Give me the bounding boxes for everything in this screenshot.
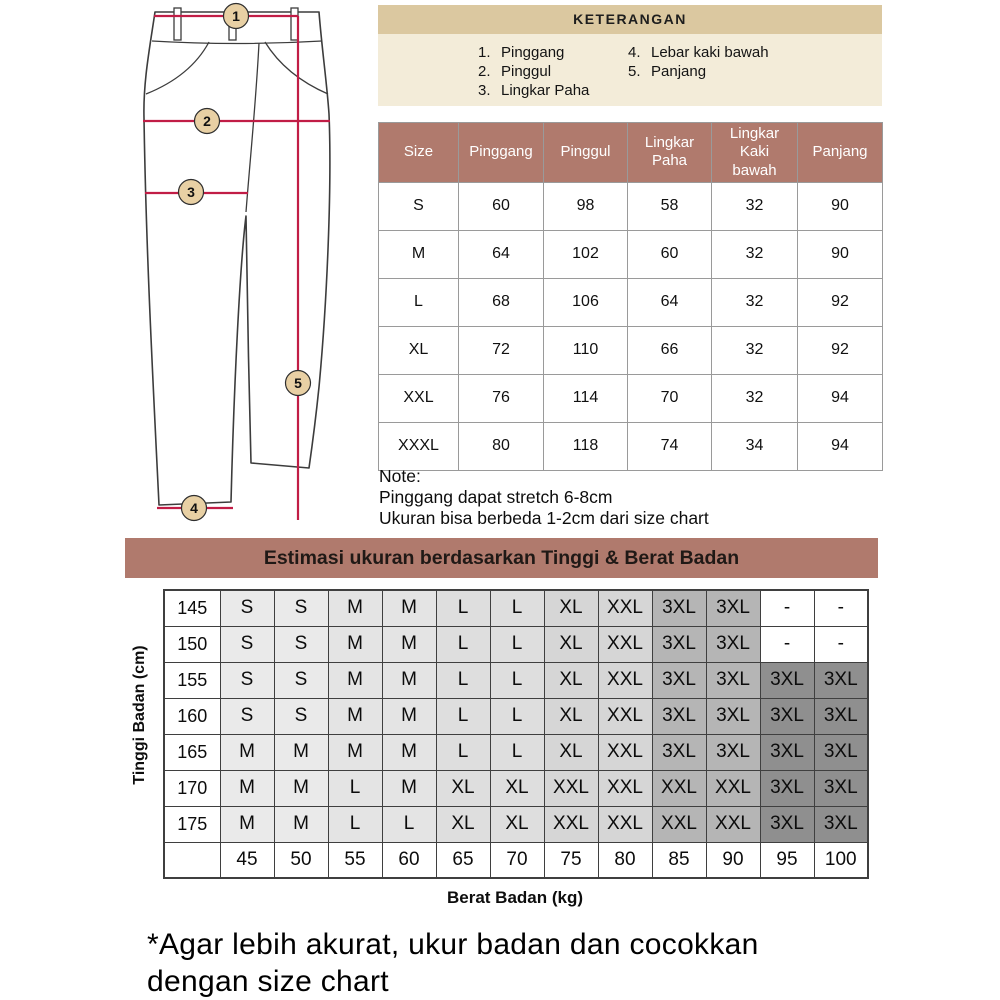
matrix-size-cell: XXL (598, 734, 652, 770)
marker-3 (179, 180, 204, 205)
size-table-cell: 98 (544, 182, 628, 230)
matrix-size-cell: - (760, 626, 814, 662)
matrix-size-cell: - (814, 590, 868, 626)
matrix-size-cell: 3XL (760, 734, 814, 770)
matrix-size-cell: M (328, 698, 382, 734)
matrix-row (164, 770, 868, 806)
matrix-size-cell: 3XL (760, 662, 814, 698)
matrix-size-cell: M (328, 734, 382, 770)
size-table-header-cell: Size (379, 123, 459, 183)
matrix-size-cell: 3XL (706, 662, 760, 698)
matrix-size-cell: 3XL (814, 806, 868, 842)
legend-item-label: Lingkar Paha (501, 82, 590, 99)
estimation-band-title: Estimasi ukuran berdasarkan Tinggi & Berat Badan (125, 538, 878, 578)
matrix-size-cell: XXL (598, 626, 652, 662)
size-table-cell: 90 (798, 182, 883, 230)
matrix-size-cell: M (274, 734, 328, 770)
matrix-size-cell: L (436, 698, 490, 734)
matrix-weight-cell: 55 (328, 842, 382, 878)
matrix-size-cell: L (328, 806, 382, 842)
matrix-size-cell: M (220, 806, 274, 842)
legend-item-number: 4. (628, 44, 641, 61)
size-table-cell: XL (379, 326, 459, 374)
size-table-cell: 90 (798, 230, 883, 278)
size-table-row (379, 182, 883, 230)
matrix-size-cell: M (328, 626, 382, 662)
marker-1 (224, 4, 249, 29)
size-table-cell: 32 (712, 230, 798, 278)
size-table-row (379, 374, 883, 422)
matrix-size-cell: XXL (598, 806, 652, 842)
matrix-size-cell: S (274, 626, 328, 662)
size-table-body (379, 182, 883, 470)
size-table-cell: 72 (459, 326, 544, 374)
size-table-cell: M (379, 230, 459, 278)
matrix-size-cell: S (220, 698, 274, 734)
size-table-cell: 64 (459, 230, 544, 278)
marker-4 (182, 496, 207, 521)
matrix-size-cell: 3XL (760, 806, 814, 842)
matrix-size-cell: - (814, 626, 868, 662)
size-table-cell: 118 (544, 422, 628, 470)
matrix-row (164, 734, 868, 770)
matrix-size-cell: L (328, 770, 382, 806)
matrix-size-cell: M (220, 734, 274, 770)
size-table-header-cell: Panjang (798, 123, 883, 183)
matrix-row (164, 662, 868, 698)
matrix-weight-cell: 90 (706, 842, 760, 878)
matrix-size-cell: M (274, 806, 328, 842)
matrix-size-cell: L (436, 590, 490, 626)
size-table-cell: 110 (544, 326, 628, 374)
size-table-cell: 58 (628, 182, 712, 230)
matrix-size-cell: 3XL (814, 662, 868, 698)
matrix-row (164, 698, 868, 734)
matrix-weight-cell: 60 (382, 842, 436, 878)
footnote (147, 926, 907, 1000)
matrix-weight-row (164, 842, 868, 878)
legend-item-number: 2. (478, 63, 491, 80)
size-table-cell: 32 (712, 278, 798, 326)
size-table-cell: S (379, 182, 459, 230)
legend-item-label: Pinggul (501, 63, 552, 80)
size-table-row (379, 278, 883, 326)
pants-diagram (113, 2, 373, 532)
size-table-cell: 92 (798, 278, 883, 326)
marker-5 (286, 371, 311, 396)
matrix-size-cell: XL (490, 770, 544, 806)
matrix-height-cell: 170 (164, 770, 220, 806)
matrix-height-cell: 165 (164, 734, 220, 770)
matrix-row (164, 806, 868, 842)
matrix-size-cell: 3XL (814, 698, 868, 734)
matrix-size-cell: 3XL (814, 770, 868, 806)
matrix-size-cell: M (382, 590, 436, 626)
legend-column-left (478, 43, 589, 100)
legend-box (378, 5, 882, 106)
matrix-size-cell: XL (544, 698, 598, 734)
legend-item (628, 62, 769, 81)
matrix-size-cell: 3XL (706, 734, 760, 770)
legend-item-number: 5. (628, 63, 641, 80)
matrix-size-cell: - (760, 590, 814, 626)
matrix-size-cell: 3XL (706, 590, 760, 626)
size-table-cell: 32 (712, 374, 798, 422)
size-table-cell: XXXL (379, 422, 459, 470)
matrix-size-cell: XXL (598, 770, 652, 806)
matrix-size-cell: M (382, 626, 436, 662)
matrix-size-cell: S (274, 590, 328, 626)
legend-item-label: Lebar kaki bawah (651, 44, 769, 61)
matrix-height-cell: 160 (164, 698, 220, 734)
footnote-line-1: *Agar lebih akurat, ukur badan dan cocokkan (147, 928, 759, 961)
note-line-2: Ukuran bisa berbeda 1-2cm dari size chart (379, 508, 709, 528)
marker-number: 3 (187, 184, 195, 200)
matrix-row (164, 590, 868, 626)
size-table-header-cell: Pinggul (544, 123, 628, 183)
legend-item (628, 43, 769, 62)
legend-body (378, 34, 882, 106)
size-table-cell: 34 (712, 422, 798, 470)
matrix-size-cell: L (490, 734, 544, 770)
matrix-size-cell: M (274, 770, 328, 806)
size-table-header-cell: Pinggang (459, 123, 544, 183)
matrix-size-cell: S (274, 662, 328, 698)
size-table-row (379, 326, 883, 374)
size-table-cell: XXL (379, 374, 459, 422)
matrix-size-cell: XXL (544, 770, 598, 806)
matrix-row (164, 626, 868, 662)
matrix-size-cell: M (382, 662, 436, 698)
matrix-size-cell: S (274, 698, 328, 734)
matrix-height-cell: 150 (164, 626, 220, 662)
matrix-size-cell: 3XL (652, 626, 706, 662)
matrix-size-cell: 3XL (652, 734, 706, 770)
size-table-cell: 74 (628, 422, 712, 470)
matrix-weight-cell: 85 (652, 842, 706, 878)
matrix-size-cell: M (328, 662, 382, 698)
size-table-header-row (379, 123, 883, 183)
matrix-size-cell: L (490, 590, 544, 626)
matrix-size-cell: XL (544, 590, 598, 626)
size-table-cell: 76 (459, 374, 544, 422)
marker-number: 5 (294, 375, 302, 391)
size-table (378, 122, 883, 471)
matrix-size-cell: XXL (652, 770, 706, 806)
matrix-height-cell: 155 (164, 662, 220, 698)
matrix-size-cell: M (382, 734, 436, 770)
size-table-cell: 94 (798, 374, 883, 422)
matrix-size-cell: L (490, 626, 544, 662)
legend-item (478, 62, 589, 81)
estimation-matrix (163, 589, 869, 879)
matrix-size-cell: 3XL (760, 698, 814, 734)
marker-number: 2 (203, 113, 211, 129)
matrix-size-cell: L (436, 626, 490, 662)
matrix-size-cell: 3XL (706, 698, 760, 734)
matrix-height-cell: 175 (164, 806, 220, 842)
matrix-size-cell: 3XL (652, 698, 706, 734)
matrix-weight-cell: 80 (598, 842, 652, 878)
size-table-cell: 70 (628, 374, 712, 422)
matrix-size-cell: 3XL (652, 662, 706, 698)
matrix-size-cell: XXL (598, 698, 652, 734)
matrix-size-cell: XXL (706, 770, 760, 806)
size-table-cell: 60 (459, 182, 544, 230)
matrix-size-cell: XXL (706, 806, 760, 842)
matrix-size-cell: XXL (598, 590, 652, 626)
matrix-size-cell: XXL (598, 662, 652, 698)
matrix-corner-cell (164, 842, 220, 878)
matrix-size-cell: XL (436, 806, 490, 842)
matrix-size-cell: L (436, 662, 490, 698)
size-table-cell: 114 (544, 374, 628, 422)
legend-item-number: 1. (478, 44, 491, 61)
size-table-cell: 32 (712, 182, 798, 230)
matrix-size-cell: L (382, 806, 436, 842)
matrix-size-cell: 3XL (706, 626, 760, 662)
matrix-weight-cell: 65 (436, 842, 490, 878)
matrix-weight-cell: 50 (274, 842, 328, 878)
size-table-cell: 64 (628, 278, 712, 326)
matrix-size-cell: XL (436, 770, 490, 806)
matrix-size-cell: M (382, 698, 436, 734)
footnote-line-2: dengan size chart (147, 965, 389, 998)
matrix-size-cell: XL (544, 626, 598, 662)
matrix-size-cell: XL (544, 662, 598, 698)
matrix-weight-cell: 95 (760, 842, 814, 878)
note-line-1: Pinggang dapat stretch 6-8cm (379, 487, 613, 507)
note-title: Note: (379, 466, 421, 486)
matrix-size-cell: 3XL (760, 770, 814, 806)
legend-item (478, 43, 589, 62)
size-table-cell: 32 (712, 326, 798, 374)
size-table-cell: 60 (628, 230, 712, 278)
legend-column-right (628, 43, 769, 81)
marker-number: 4 (190, 500, 198, 516)
legend-item-label: Pinggang (501, 44, 565, 61)
x-axis-label: Berat Badan (kg) (446, 888, 584, 907)
size-table-cell: 94 (798, 422, 883, 470)
legend-item-number: 3. (478, 82, 491, 99)
matrix-size-cell: M (220, 770, 274, 806)
belt-loop (174, 8, 181, 40)
size-table-cell: 102 (544, 230, 628, 278)
matrix-size-cell: XL (490, 806, 544, 842)
size-table-header-cell: Lingkar Paha (628, 123, 712, 183)
size-table-cell: 66 (628, 326, 712, 374)
matrix-size-cell: S (220, 662, 274, 698)
size-table-cell: 80 (459, 422, 544, 470)
matrix-size-cell: XL (544, 734, 598, 770)
size-table-cell: 68 (459, 278, 544, 326)
size-table-header-cell: Lingkar Kaki bawah (712, 123, 798, 183)
legend-title: KETERANGAN (378, 5, 882, 34)
size-table-cell: L (379, 278, 459, 326)
pants-outline (144, 12, 330, 505)
matrix-size-cell: XXL (652, 806, 706, 842)
matrix-size-cell: XXL (544, 806, 598, 842)
matrix-weight-cell: 75 (544, 842, 598, 878)
estimation-matrix-body (164, 590, 868, 878)
matrix-size-cell: S (220, 626, 274, 662)
marker-number: 1 (232, 8, 240, 24)
size-table-cell: 106 (544, 278, 628, 326)
matrix-weight-cell: 100 (814, 842, 868, 878)
size-table-cell: 92 (798, 326, 883, 374)
matrix-size-cell: L (490, 662, 544, 698)
matrix-size-cell: L (490, 698, 544, 734)
matrix-size-cell: M (328, 590, 382, 626)
matrix-weight-cell: 45 (220, 842, 274, 878)
marker-2 (195, 109, 220, 134)
legend-item-label: Panjang (651, 63, 707, 80)
y-axis-label: Tinggi Badan (cm) (131, 645, 148, 785)
size-table-row (379, 230, 883, 278)
matrix-height-cell: 145 (164, 590, 220, 626)
size-table-row (379, 422, 883, 470)
matrix-size-cell: 3XL (652, 590, 706, 626)
note-block (379, 466, 709, 529)
matrix-size-cell: M (382, 770, 436, 806)
matrix-size-cell: 3XL (814, 734, 868, 770)
matrix-size-cell: L (436, 734, 490, 770)
matrix-weight-cell: 70 (490, 842, 544, 878)
legend-item (478, 81, 589, 100)
matrix-size-cell: S (220, 590, 274, 626)
